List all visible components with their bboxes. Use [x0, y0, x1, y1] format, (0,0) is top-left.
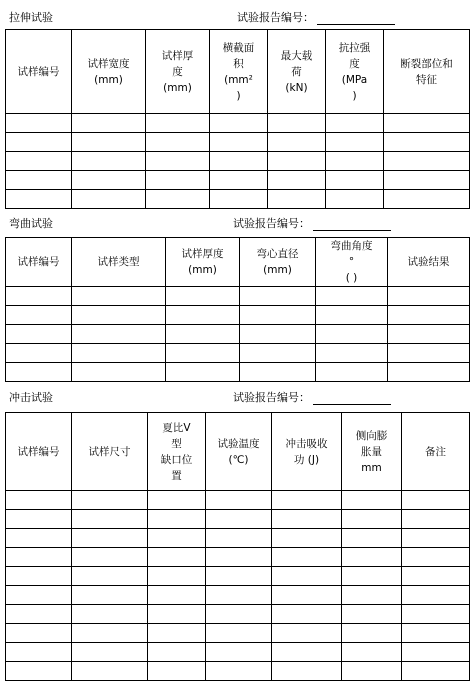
table-cell[interactable]	[210, 133, 268, 152]
table-cell[interactable]	[402, 529, 470, 548]
table-cell[interactable]	[272, 510, 342, 529]
table-cell[interactable]	[268, 171, 326, 190]
table-cell[interactable]	[384, 152, 470, 171]
column-header-label: 试样类型	[97, 256, 140, 268]
table-cell[interactable]	[272, 567, 342, 586]
table-cell[interactable]	[388, 306, 470, 325]
column-header-label: 侧向膨 胀量 mm	[355, 429, 388, 474]
table-row	[6, 643, 470, 662]
table-row	[6, 114, 470, 133]
table-cell[interactable]	[166, 306, 240, 325]
table-cell[interactable]	[72, 491, 148, 510]
table-cell[interactable]	[6, 567, 72, 586]
table-cell[interactable]	[206, 662, 272, 681]
table-cell[interactable]	[342, 624, 402, 643]
impact-test-table	[5, 412, 470, 681]
table-cell[interactable]	[72, 133, 146, 152]
table-cell[interactable]	[72, 643, 148, 662]
table-cell[interactable]	[268, 152, 326, 171]
table-cell[interactable]	[272, 548, 342, 567]
table-cell[interactable]	[402, 643, 470, 662]
bend-report-number	[233, 217, 391, 231]
table-cell[interactable]	[388, 363, 470, 382]
column-header	[402, 413, 470, 491]
table-cell[interactable]	[148, 586, 206, 605]
table-cell[interactable]	[342, 567, 402, 586]
table-cell[interactable]	[272, 586, 342, 605]
table-cell[interactable]	[388, 287, 470, 306]
table-cell[interactable]	[272, 605, 342, 624]
table-cell[interactable]	[166, 287, 240, 306]
table-row	[6, 548, 470, 567]
table-cell[interactable]	[268, 133, 326, 152]
table-cell[interactable]	[342, 491, 402, 510]
column-header	[210, 30, 268, 114]
column-header-label: 试样厚 度 (mm)	[161, 49, 194, 94]
table-cell[interactable]	[384, 133, 470, 152]
table-cell[interactable]	[326, 133, 384, 152]
table-cell[interactable]	[342, 605, 402, 624]
table-cell[interactable]	[148, 510, 206, 529]
table-cell[interactable]	[272, 529, 342, 548]
table-cell[interactable]	[402, 548, 470, 567]
table-cell[interactable]	[402, 662, 470, 681]
table-row	[6, 133, 470, 152]
table-cell[interactable]	[342, 548, 402, 567]
table-cell[interactable]	[316, 344, 388, 363]
table-cell[interactable]	[6, 306, 72, 325]
report-number-field[interactable]	[317, 13, 395, 25]
table-cell[interactable]	[402, 491, 470, 510]
table-cell[interactable]	[6, 586, 72, 605]
table-cell[interactable]	[6, 133, 72, 152]
column-header-label: 弯心直径 (mm)	[256, 248, 299, 276]
table-cell[interactable]	[148, 605, 206, 624]
table-cell[interactable]	[6, 152, 72, 171]
table-cell[interactable]	[326, 152, 384, 171]
table-cell[interactable]	[272, 491, 342, 510]
impact-report-number	[233, 391, 391, 405]
column-header-label: 横截面 积 (mm² )	[222, 41, 255, 102]
table-row	[6, 662, 470, 681]
column-header	[6, 30, 72, 114]
table-cell[interactable]	[316, 287, 388, 306]
table-cell[interactable]	[6, 190, 72, 209]
table-cell[interactable]	[6, 287, 72, 306]
column-header	[72, 413, 148, 491]
table-cell[interactable]	[146, 114, 210, 133]
table-row	[6, 325, 470, 344]
table-row	[6, 510, 470, 529]
column-header	[72, 30, 146, 114]
table-cell[interactable]	[148, 548, 206, 567]
table-cell[interactable]	[72, 605, 148, 624]
table-cell[interactable]	[206, 624, 272, 643]
column-header-label: 最大载 荷 (kN)	[280, 49, 313, 94]
table-cell[interactable]	[210, 152, 268, 171]
table-cell[interactable]	[206, 567, 272, 586]
table-cell[interactable]	[316, 325, 388, 344]
table-cell[interactable]	[206, 643, 272, 662]
column-header-label: 备注	[425, 445, 446, 458]
tensile-test-table	[5, 29, 470, 209]
column-header	[6, 238, 72, 287]
table-cell[interactable]	[72, 171, 146, 190]
table-cell[interactable]	[272, 662, 342, 681]
column-header-label: 抗拉强 度 (MPa )	[338, 41, 371, 102]
table-cell[interactable]	[72, 190, 146, 209]
table-cell[interactable]	[6, 491, 72, 510]
table-cell[interactable]	[326, 190, 384, 209]
table-cell[interactable]	[326, 114, 384, 133]
table-cell[interactable]	[6, 325, 72, 344]
table-cell[interactable]	[6, 510, 72, 529]
table-cell[interactable]	[326, 171, 384, 190]
table-cell[interactable]	[6, 624, 72, 643]
column-header	[206, 413, 272, 491]
table-cell[interactable]	[388, 344, 470, 363]
column-header-label: 断裂部位和 特征	[400, 57, 453, 86]
table-cell[interactable]	[72, 325, 166, 344]
table-row	[6, 567, 470, 586]
table-cell[interactable]	[342, 643, 402, 662]
table-row	[6, 491, 470, 510]
table-cell[interactable]	[6, 363, 72, 382]
table-cell[interactable]	[240, 363, 316, 382]
table-cell[interactable]	[72, 548, 148, 567]
table-cell[interactable]	[402, 510, 470, 529]
table-cell[interactable]	[268, 190, 326, 209]
column-header	[240, 238, 316, 287]
table-row	[6, 287, 470, 306]
table-cell[interactable]	[146, 190, 210, 209]
column-header-label: 夏比V 型 缺口位 置	[160, 421, 193, 482]
column-header-label: 试样编号	[17, 256, 60, 268]
table-cell[interactable]	[72, 114, 146, 133]
table-cell[interactable]	[388, 325, 470, 344]
table-cell[interactable]	[146, 133, 210, 152]
table-cell[interactable]	[146, 152, 210, 171]
table-cell[interactable]	[402, 586, 470, 605]
tensile-report-number	[237, 11, 395, 25]
table-cell[interactable]	[384, 190, 470, 209]
table-cell[interactable]	[206, 529, 272, 548]
table-cell[interactable]	[72, 287, 166, 306]
column-header	[72, 238, 166, 287]
table-cell[interactable]	[240, 344, 316, 363]
table-cell[interactable]	[316, 363, 388, 382]
column-header-label: 冲击吸收 功 (J)	[285, 437, 328, 466]
table-row	[6, 190, 470, 209]
table-cell[interactable]	[6, 643, 72, 662]
table-row	[6, 152, 470, 171]
table-row	[6, 586, 470, 605]
table-cell[interactable]	[6, 605, 72, 624]
column-header-label: 试样尺寸	[88, 445, 131, 458]
column-header-label: 试验结果	[407, 256, 450, 268]
impact-section-title: 冲击试验	[9, 391, 53, 404]
report-number-field[interactable]	[313, 219, 391, 231]
column-header	[326, 30, 384, 114]
table-cell[interactable]	[210, 171, 268, 190]
column-header-label: 试样编号	[17, 65, 60, 78]
table-cell[interactable]	[402, 567, 470, 586]
table-cell[interactable]	[148, 624, 206, 643]
table-cell[interactable]	[402, 605, 470, 624]
table-cell[interactable]	[6, 114, 72, 133]
table-cell[interactable]	[6, 344, 72, 363]
column-header-label: 试验温度 (℃)	[217, 437, 260, 466]
table-cell[interactable]	[72, 510, 148, 529]
table-cell[interactable]	[148, 662, 206, 681]
table-row	[6, 344, 470, 363]
table-cell[interactable]	[384, 171, 470, 190]
column-header	[388, 238, 470, 287]
table-cell[interactable]	[240, 306, 316, 325]
table-cell[interactable]	[72, 306, 166, 325]
tensile-section-title: 拉伸试验	[9, 11, 53, 24]
table-cell[interactable]	[148, 567, 206, 586]
table-cell[interactable]	[72, 662, 148, 681]
table-cell[interactable]	[272, 624, 342, 643]
column-header	[146, 30, 210, 114]
report-number-field[interactable]	[313, 393, 391, 405]
column-header-label: 弯曲角度 ° ( )	[330, 240, 373, 284]
report-number-label: 试验报告编号：	[237, 11, 314, 24]
table-cell[interactable]	[6, 171, 72, 190]
table-cell[interactable]	[6, 529, 72, 548]
table-cell[interactable]	[384, 114, 470, 133]
table-cell[interactable]	[166, 344, 240, 363]
table-cell[interactable]	[402, 624, 470, 643]
table-row	[6, 363, 470, 382]
column-header	[342, 413, 402, 491]
bend-section-title: 弯曲试验	[9, 217, 53, 230]
table-cell[interactable]	[206, 510, 272, 529]
table-row	[6, 624, 470, 643]
table-cell[interactable]	[72, 152, 146, 171]
table-row	[6, 529, 470, 548]
column-header-label: 试样厚度 (mm)	[181, 248, 224, 276]
table-cell[interactable]	[72, 344, 166, 363]
report-number-label: 试验报告编号：	[233, 391, 310, 404]
table-row	[6, 605, 470, 624]
table-cell[interactable]	[166, 363, 240, 382]
table-cell[interactable]	[6, 662, 72, 681]
column-header	[6, 413, 72, 491]
table-cell[interactable]	[72, 567, 148, 586]
column-header-label: 试样宽度 (mm)	[87, 57, 130, 86]
table-cell[interactable]	[272, 643, 342, 662]
table-cell[interactable]	[148, 529, 206, 548]
column-header-label: 试样编号	[17, 445, 60, 458]
table-cell[interactable]	[342, 662, 402, 681]
table-cell[interactable]	[206, 605, 272, 624]
table-cell[interactable]	[206, 586, 272, 605]
table-cell[interactable]	[268, 114, 326, 133]
column-header	[166, 238, 240, 287]
table-cell[interactable]	[342, 586, 402, 605]
table-cell[interactable]	[206, 548, 272, 567]
table-cell[interactable]	[72, 529, 148, 548]
table-cell[interactable]	[206, 491, 272, 510]
table-cell[interactable]	[342, 529, 402, 548]
column-header	[148, 413, 206, 491]
table-row	[6, 306, 470, 325]
table-cell[interactable]	[72, 363, 166, 382]
table-cell[interactable]	[240, 325, 316, 344]
table-row	[6, 171, 470, 190]
table-cell[interactable]	[342, 510, 402, 529]
table-cell[interactable]	[6, 548, 72, 567]
table-cell[interactable]	[210, 114, 268, 133]
column-header	[272, 413, 342, 491]
report-number-label: 试验报告编号：	[233, 217, 310, 230]
table-cell[interactable]	[166, 325, 240, 344]
bend-test-table	[5, 237, 470, 382]
table-cell[interactable]	[210, 190, 268, 209]
table-cell[interactable]	[148, 491, 206, 510]
column-header	[384, 30, 470, 114]
table-cell[interactable]	[148, 643, 206, 662]
table-cell[interactable]	[72, 586, 148, 605]
table-cell[interactable]	[146, 171, 210, 190]
column-header	[316, 238, 388, 287]
table-cell[interactable]	[316, 306, 388, 325]
table-cell[interactable]	[72, 624, 148, 643]
table-cell[interactable]	[240, 287, 316, 306]
column-header	[268, 30, 326, 114]
